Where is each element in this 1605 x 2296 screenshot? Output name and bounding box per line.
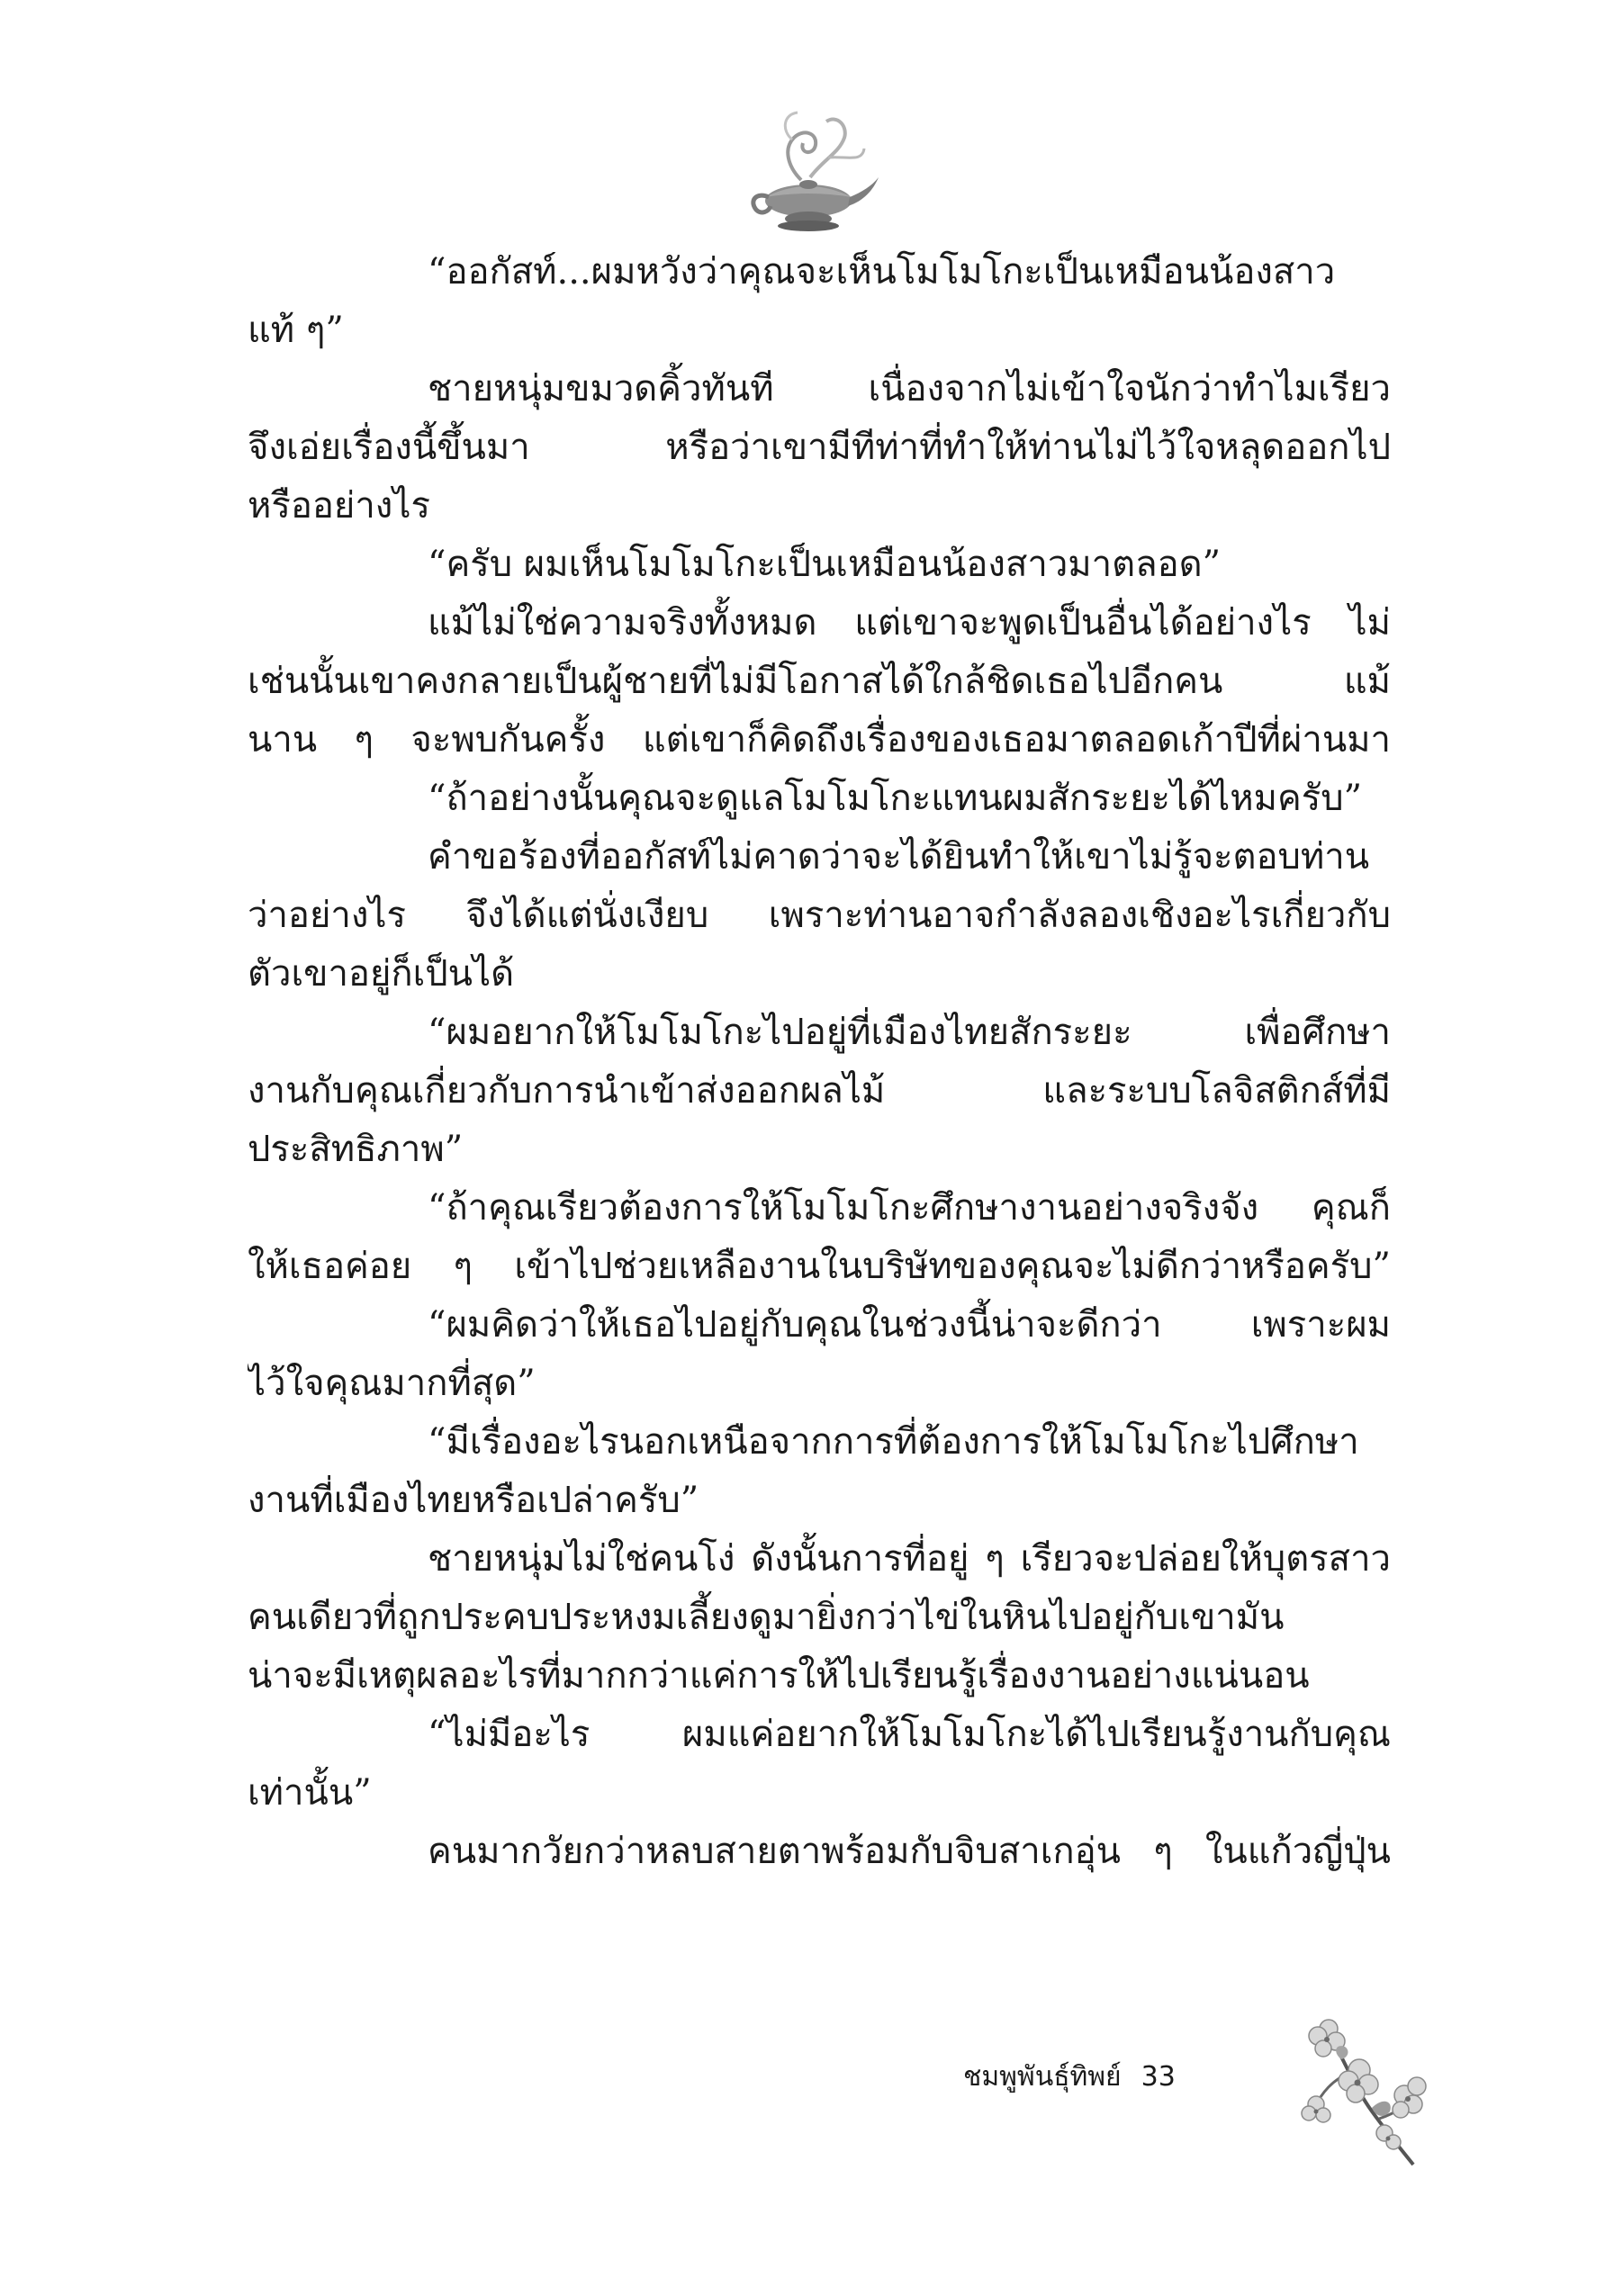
text-line: แท้ ๆ” xyxy=(248,310,344,351)
text-line: ชายหนุ่มไม่ใช่คนโง่ ดังนั้นการที่อยู่ ๆ เรียวจะปล่อยให้บุตรสาว xyxy=(428,1538,1391,1580)
text-line: น่าจะมีเหตุผลอะไรที่มากกว่าแค่การให้ไปเรียนรู้เรื่องงานอย่างแน่นอน xyxy=(248,1655,1310,1697)
text-line: คนเดียวที่ถูกประคบประหงมเลี้ยงดูมายิ่งกว่าไข่ในหินไปอยู่กับเขามัน xyxy=(248,1597,1285,1638)
page-number: 33 xyxy=(1141,2061,1176,2093)
blossom-branch-icon xyxy=(1296,2007,1431,2169)
text-line: ให้เธอค่อย ๆ เข้าไปช่วยเหลืองานในบริษัทของคุณจะไม่ดีกว่าหรือครับ” xyxy=(248,1246,1391,1287)
text-line: “ครับ ผมเห็นโมโมโกะเป็นเหมือนน้องสาวมาตลอด” xyxy=(428,544,1222,585)
text-line: “ออกัสท์...ผมหวังว่าคุณจะเห็นโมโมโกะเป็นเหมือนน้องสาว xyxy=(428,251,1336,293)
magic-lamp-icon xyxy=(738,104,882,239)
text-line: หรืออย่างไร xyxy=(248,485,430,527)
text-line: เช่นนั้นเขาคงกลายเป็นผู้ชายที่ไม่มีโอกาสได้ใกล้ชิดเธอไปอีกคน แม้ xyxy=(248,661,1391,702)
text-line: จึงเอ่ยเรื่องนี้ขึ้นมา หรือว่าเขามีทีท่าที่ทำให้ท่านไม่ไว้ใจหลุดออกไป xyxy=(248,427,1391,468)
text-line: นาน ๆ จะพบกันครั้ง แต่เขาก็คิดถึงเรื่องของเธอมาตลอดเก้าปีที่ผ่านมา xyxy=(248,719,1391,761)
text-line: แม้ไม่ใช่ความจริงทั้งหมด แต่เขาจะพูดเป็นอื่นได้อย่างไร ไม่ xyxy=(428,602,1391,644)
text-line: งานที่เมืองไทยหรือเปล่าครับ” xyxy=(248,1480,699,1521)
text-line: “ถ้าอย่างนั้นคุณจะดูแลโมโมโกะแทนผมสักระยะได้ไหมครับ” xyxy=(428,778,1363,819)
page-footer xyxy=(963,2050,1176,2104)
text-line: ว่าอย่างไร จึงได้แต่นั่งเงียบ เพราะท่านอาจกำลังลองเชิงอะไรเกี่ยวกับ xyxy=(248,895,1391,936)
text-line: คำขอร้องที่ออกัสท์ไม่คาดว่าจะได้ยินทำให้เขาไม่รู้จะตอบท่าน xyxy=(428,836,1370,878)
text-line: ประสิทธิภาพ” xyxy=(248,1129,464,1170)
text-line: ชายหนุ่มขมวดคิ้วทันที เนื่องจากไม่เข้าใจนักว่าทำไมเรียว xyxy=(428,368,1391,410)
body-text xyxy=(248,243,1391,1881)
text-line: “ถ้าคุณเรียวต้องการให้โมโมโกะศึกษางานอย่างจริงจัง คุณก็ xyxy=(428,1187,1391,1229)
text-line: คนมากวัยกว่าหลบสายตาพร้อมกับจิบสาเกอุ่น ๆ ในแก้วญี่ปุ่น xyxy=(428,1831,1391,1872)
text-line: เท่านั้น” xyxy=(248,1772,372,1814)
text-line: ตัวเขาอยู่ก็เป็นได้ xyxy=(248,953,515,995)
text-line: งานกับคุณเกี่ยวกับการนำเข้าส่งออกผลไม้ และระบบโลจิสติกส์ที่มี xyxy=(248,1070,1391,1112)
book-title: ชมพูพันธุ์ทิพย์ xyxy=(963,2061,1122,2093)
text-line: “ไม่มีอะไร ผมแค่อยากให้โมโมโกะได้ไปเรียนรู้งานกับคุณ xyxy=(428,1714,1391,1755)
text-line: “ผมอยากให้โมโมโกะไปอยู่ที่เมืองไทยสักระยะ เพื่อศึกษา xyxy=(428,1012,1391,1053)
text-line: “ผมคิดว่าให้เธอไปอยู่กับคุณในช่วงนี้น่าจะดีกว่า เพราะผม xyxy=(428,1304,1391,1346)
text-line: “มีเรื่องอะไรนอกเหนือจากการที่ต้องการให้โมโมโกะไปศึกษา xyxy=(428,1421,1359,1463)
text-line: ไว้ใจคุณมากที่สุด” xyxy=(248,1363,536,1404)
